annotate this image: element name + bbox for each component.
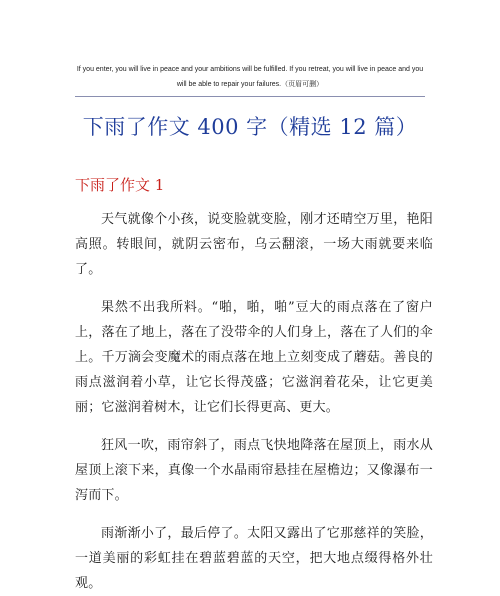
document-title: 下雨了作文 400 字（精选 12 篇） <box>82 115 418 139</box>
paragraph-1: 天气就像个小孩，说变脸就变脸，刚才还晴空万里，艳阳高照。转眼间，就阴云密布，乌云翻滚，一场大雨就要来临了。 <box>75 212 433 277</box>
header-line-2: will be able to repair your failures.（页眉可删） <box>176 81 324 88</box>
header-divider <box>75 96 425 97</box>
paragraph-2: 果然不出我所料。“啪，啪，啪”豆大的雨点落在了窗户上，落在了地上，落在了没带伞的人们身上，落在了人们的伞上。千万滴会变魔术的雨点落在地上立刻变成了蘑菇。善良的雨点滋润着小草，让它长得茂盛；它滋润着花朵，让它更美丽；它滋润着树木，让它们长得更高、更大。 <box>75 300 433 415</box>
paragraph-3: 狂风一吹，雨帘斜了，雨点飞快地降落在屋顶上，雨水从屋顶上滚下来，真像一个水晶雨帘悬挂在屋檐边；又像瀑布一泻而下。 <box>75 438 433 503</box>
page-header <box>40 62 460 92</box>
section-heading: 下雨了作文 1 <box>75 176 165 194</box>
header-line-1: If you enter, you will live in peace and your ambitions will be fulfilled. If you retreat, you will live in peace and you <box>76 66 424 73</box>
paragraph-4: 雨渐渐小了，最后停了。太阳又露出了它那慈祥的笑脸，一道美丽的彩虹挂在碧蓝碧蓝的天空，把大地点缀得格外壮观。 <box>75 526 433 591</box>
